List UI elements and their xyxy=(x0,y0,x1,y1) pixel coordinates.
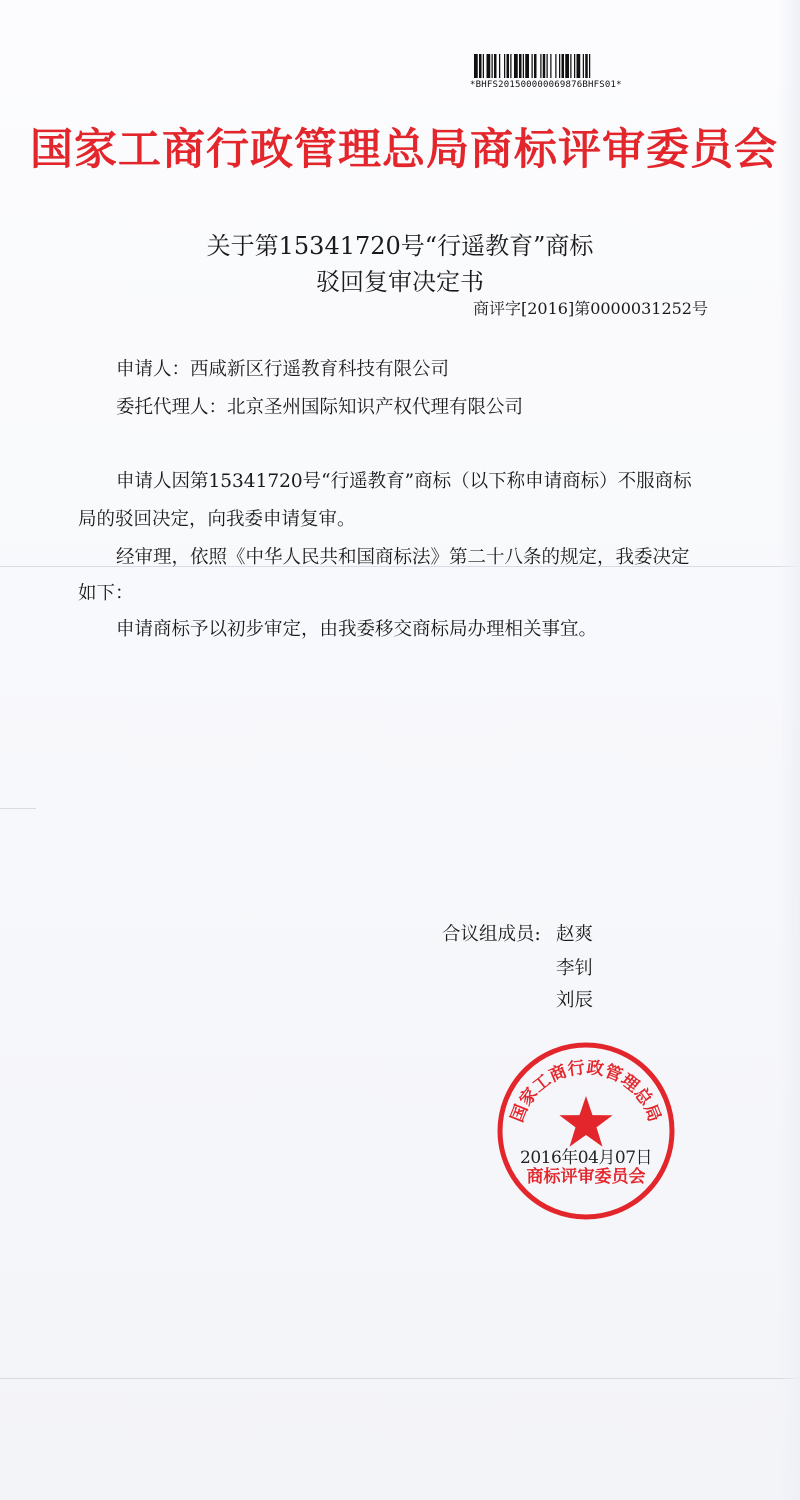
barcode-bar xyxy=(562,54,565,78)
paragraph-1-line-1: 申请人因第15341720号“行遥教育”商标（以下称申请商标）不服商标 xyxy=(116,471,692,492)
barcode-bar xyxy=(540,54,541,78)
panel-member: 赵爽 xyxy=(556,924,594,945)
barcode-bar xyxy=(510,54,511,78)
barcode-bar xyxy=(585,54,588,78)
barcode-bar xyxy=(519,54,522,78)
barcode-bar xyxy=(559,54,560,78)
barcode xyxy=(474,54,678,78)
barcode-bar xyxy=(483,54,484,78)
seal-bottom-text: 商标评审委员会 xyxy=(526,1167,646,1187)
barcode-bar xyxy=(583,54,584,78)
official-seal xyxy=(495,1040,677,1222)
barcode-bar xyxy=(499,54,500,78)
document-title-line-1: 关于第15341720号“行遥教育”商标 xyxy=(206,232,594,260)
scan-edge xyxy=(778,0,800,1500)
barcode-bar xyxy=(577,54,581,78)
barcode-bar xyxy=(494,54,497,78)
document-number: 商评字[2016]第0000031252号 xyxy=(472,299,708,318)
panel-members-label: 合议组成员: xyxy=(442,924,541,945)
barcode-bar xyxy=(474,54,478,78)
barcode-bar xyxy=(504,54,505,78)
paragraph-2-line-1: 经审理，依照《中华人民共和国商标法》第二十八条的规定，我委决定 xyxy=(116,547,690,568)
paragraph-1-line-2: 局的驳回决定，向我委申请复审。 xyxy=(78,509,356,530)
organization-title: 国家工商行政管理总局商标评审委员会 xyxy=(30,125,778,175)
barcode-bar xyxy=(555,54,556,78)
barcode-bar xyxy=(589,54,590,78)
paragraph-2-line-2: 如下： xyxy=(78,583,134,604)
barcode-bar xyxy=(570,54,571,78)
barcode-bar xyxy=(492,54,493,78)
panel-member: 刘辰 xyxy=(556,990,594,1011)
barcode-bar xyxy=(479,54,482,78)
barcode-bar xyxy=(525,54,529,78)
barcode-bar xyxy=(507,54,510,78)
barcode-number: *BHFS201500000069876BHFS01* xyxy=(470,80,622,90)
seal-arc-text: 国家工商行政管理总局 xyxy=(507,1057,665,1126)
barcode-bar xyxy=(547,54,548,78)
barcode-bar xyxy=(574,54,575,78)
barcode-bar xyxy=(565,54,569,78)
barcode-bar xyxy=(534,54,537,78)
barcode-bar xyxy=(523,54,524,78)
fold-line xyxy=(0,1378,800,1379)
paragraph-3: 申请商标予以初步审定，由我委移交商标局办理相关事宜。 xyxy=(116,619,598,640)
seal-star-icon xyxy=(559,1096,612,1147)
applicant-line: 申请人：西咸新区行遥教育科技有限公司 xyxy=(116,359,450,380)
barcode-bar xyxy=(543,54,546,78)
barcode-bar xyxy=(532,54,533,78)
agent-line: 委托代理人：北京圣州国际知识产权代理有限公司 xyxy=(116,397,524,418)
panel-member: 李钊 xyxy=(556,958,594,979)
barcode-bar xyxy=(514,54,518,78)
decision-date: 2016年04月07日 xyxy=(520,1148,653,1168)
barcode-bar xyxy=(550,54,551,78)
document-title-line-2: 驳回复审决定书 xyxy=(316,268,484,296)
barcode-bar xyxy=(487,54,491,78)
fold-mark xyxy=(0,808,36,809)
